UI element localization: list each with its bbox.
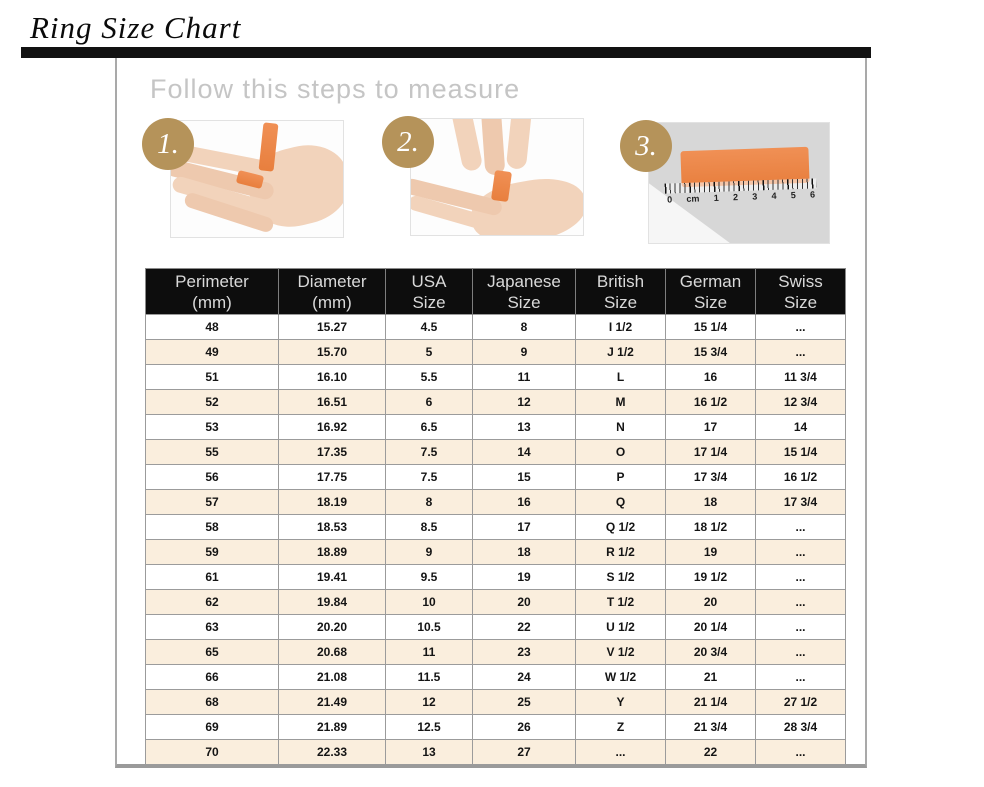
table-cell: N	[576, 415, 666, 440]
table-cell: 53	[146, 415, 279, 440]
content-panel	[115, 58, 867, 768]
table-cell: Q 1/2	[576, 515, 666, 540]
table-cell: 13	[386, 740, 473, 765]
table-cell: ...	[756, 640, 846, 665]
table-cell: 17.75	[279, 465, 386, 490]
table-cell: 9	[473, 340, 576, 365]
table-row	[146, 565, 846, 590]
table-cell: 18.53	[279, 515, 386, 540]
table-cell: 17 3/4	[666, 465, 756, 490]
table-cell: 52	[146, 390, 279, 415]
table-cell: 22	[666, 740, 756, 765]
step-1-photo	[170, 120, 344, 238]
table-cell: P	[576, 465, 666, 490]
table-cell: R 1/2	[576, 540, 666, 565]
table-cell: 11 3/4	[756, 365, 846, 390]
table-cell: 19	[473, 565, 576, 590]
table-cell: 15.27	[279, 315, 386, 340]
step-number-badge: 2.	[382, 116, 434, 168]
table-cell: 10.5	[386, 615, 473, 640]
table-cell: Q	[576, 490, 666, 515]
table-cell: U 1/2	[576, 615, 666, 640]
table-cell: 5.5	[386, 365, 473, 390]
illustration-upper-finger-shape	[451, 118, 484, 172]
table-row	[146, 340, 846, 365]
table-cell: Y	[576, 690, 666, 715]
table-cell: 20	[473, 590, 576, 615]
table-cell: 21	[666, 665, 756, 690]
table-cell: Z	[576, 715, 666, 740]
column-header-line2: Size	[412, 292, 446, 312]
column-header-line2: Size	[507, 292, 541, 312]
table-cell: 8	[386, 490, 473, 515]
table-cell: ...	[756, 615, 846, 640]
table-cell: 20.20	[279, 615, 386, 640]
table-header-row	[146, 269, 846, 315]
table-row	[146, 540, 846, 565]
page-title: Ring Size Chart	[30, 10, 242, 45]
table-cell: 8.5	[386, 515, 473, 540]
table-cell: 65	[146, 640, 279, 665]
table-cell: 18.19	[279, 490, 386, 515]
table-cell: ...	[756, 590, 846, 615]
table-cell: 28 3/4	[756, 715, 846, 740]
table-cell: 12.5	[386, 715, 473, 740]
table-row	[146, 365, 846, 390]
column-header-line1: Perimeter	[175, 271, 249, 291]
table-row	[146, 690, 846, 715]
table-cell: 70	[146, 740, 279, 765]
table-cell: L	[576, 365, 666, 390]
ruler-mark: 4	[771, 190, 777, 201]
column-header-line1: USA	[411, 271, 447, 291]
table-row	[146, 740, 846, 765]
column-header	[756, 269, 846, 315]
ruler-mark: 5	[790, 190, 796, 201]
table-cell: 59	[146, 540, 279, 565]
table-cell: 17.35	[279, 440, 386, 465]
table-cell: O	[576, 440, 666, 465]
ruler-scale	[665, 178, 818, 207]
table-cell: 16	[666, 365, 756, 390]
ruler-mark: 3	[752, 191, 758, 202]
table-cell: 17	[473, 515, 576, 540]
table-cell: 18.89	[279, 540, 386, 565]
table-cell: 7.5	[386, 440, 473, 465]
table-cell: 15.70	[279, 340, 386, 365]
table-cell: 8	[473, 315, 576, 340]
ruler-mark: cm	[686, 193, 700, 204]
table-row	[146, 315, 846, 340]
table-row	[146, 440, 846, 465]
table-row	[146, 615, 846, 640]
table-cell: W 1/2	[576, 665, 666, 690]
table-header-row	[146, 269, 846, 315]
table-cell: I 1/2	[576, 315, 666, 340]
table-row	[146, 665, 846, 690]
table-cell: ...	[576, 740, 666, 765]
table-cell: 22	[473, 615, 576, 640]
table-cell: 17 1/4	[666, 440, 756, 465]
illustration-upper-finger-shape	[481, 118, 506, 176]
table-cell: 7.5	[386, 465, 473, 490]
table-cell: T 1/2	[576, 590, 666, 615]
table-cell: 66	[146, 665, 279, 690]
table-cell: 15 1/4	[666, 315, 756, 340]
table-cell: 58	[146, 515, 279, 540]
table-cell: 21.49	[279, 690, 386, 715]
table-row	[146, 515, 846, 540]
table-cell: 26	[473, 715, 576, 740]
table-cell: S 1/2	[576, 565, 666, 590]
column-header	[473, 269, 576, 315]
table-cell: 20 3/4	[666, 640, 756, 665]
table-cell: 62	[146, 590, 279, 615]
ring-size-table	[145, 268, 846, 765]
table-cell: 6.5	[386, 415, 473, 440]
table-cell: V 1/2	[576, 640, 666, 665]
table-cell: 16 1/2	[666, 390, 756, 415]
table-body	[146, 315, 846, 765]
table-cell: 48	[146, 315, 279, 340]
table-cell: 11.5	[386, 665, 473, 690]
table-cell: 25	[473, 690, 576, 715]
table-cell: 16 1/2	[756, 465, 846, 490]
table-cell: 14	[473, 440, 576, 465]
table-cell: M	[576, 390, 666, 415]
table-cell: 21.08	[279, 665, 386, 690]
table-row	[146, 640, 846, 665]
table-cell: 20.68	[279, 640, 386, 665]
table-cell: ...	[756, 315, 846, 340]
table-cell: 11	[473, 365, 576, 390]
column-header-line1: Swiss	[778, 271, 823, 291]
table-cell: ...	[756, 340, 846, 365]
table-cell: 61	[146, 565, 279, 590]
column-header	[279, 269, 386, 315]
table-cell: 12	[473, 390, 576, 415]
column-header-line2: Size	[783, 292, 818, 312]
column-header	[576, 269, 666, 315]
table-cell: ...	[756, 540, 846, 565]
table-cell: 16	[473, 490, 576, 515]
table-cell: 68	[146, 690, 279, 715]
step-number-badge: 3.	[620, 120, 672, 172]
table-cell: ...	[756, 665, 846, 690]
table-cell: 17	[666, 415, 756, 440]
table-cell: 18	[473, 540, 576, 565]
table-cell: 19.84	[279, 590, 386, 615]
table-cell: 55	[146, 440, 279, 465]
table-cell: ...	[756, 565, 846, 590]
column-header	[146, 269, 279, 315]
table-cell: 18	[666, 490, 756, 515]
ruler-mark: 0	[667, 194, 673, 205]
step-number-badge: 1.	[142, 118, 194, 170]
table-cell: 9.5	[386, 565, 473, 590]
table-row	[146, 715, 846, 740]
ruler-mark: 6	[809, 189, 816, 200]
table-cell: 15 1/4	[756, 440, 846, 465]
step-3-photo	[648, 122, 830, 244]
table-cell: 49	[146, 340, 279, 365]
step-2-photo	[410, 118, 584, 236]
table-cell: 19 1/2	[666, 565, 756, 590]
table-cell: 57	[146, 490, 279, 515]
table-cell: 18 1/2	[666, 515, 756, 540]
table-row	[146, 590, 846, 615]
table-row	[146, 415, 846, 440]
title-divider-bar	[21, 47, 871, 58]
measure-step-2	[382, 114, 612, 249]
steps-heading: Follow this steps to measure	[150, 74, 521, 104]
table-cell: 27	[473, 740, 576, 765]
table-cell: 16.51	[279, 390, 386, 415]
column-header-line1: German	[679, 271, 742, 291]
table-cell: ...	[756, 740, 846, 765]
column-header-line2: Size	[603, 292, 638, 312]
table-cell: 12 3/4	[756, 390, 846, 415]
table-cell: 12	[386, 690, 473, 715]
table-cell: 17 3/4	[756, 490, 846, 515]
table-cell: ...	[756, 515, 846, 540]
table-cell: 16.10	[279, 365, 386, 390]
measure-step-1	[142, 116, 372, 251]
table-cell: 19.41	[279, 565, 386, 590]
table-cell: 14	[756, 415, 846, 440]
column-header-line2: Size	[693, 292, 728, 312]
table-cell: 19	[666, 540, 756, 565]
table-cell: J 1/2	[576, 340, 666, 365]
column-header-line1: British	[596, 271, 645, 291]
table-cell: 15	[473, 465, 576, 490]
table-cell: 5	[386, 340, 473, 365]
table-cell: 10	[386, 590, 473, 615]
table-cell: 22.33	[279, 740, 386, 765]
illustration-upper-finger-shape	[506, 118, 532, 170]
table-cell: 20	[666, 590, 756, 615]
table-cell: 13	[473, 415, 576, 440]
table-row	[146, 490, 846, 515]
table-cell: 69	[146, 715, 279, 740]
column-header-line2: (mm)	[312, 292, 352, 312]
table-cell: 23	[473, 640, 576, 665]
table-cell: 63	[146, 615, 279, 640]
column-header-line1: Japanese	[487, 271, 561, 291]
column-header	[386, 269, 473, 315]
table-cell: 56	[146, 465, 279, 490]
ruler-mark: 2	[732, 192, 739, 203]
table-cell: 27 1/2	[756, 690, 846, 715]
table-cell: 24	[473, 665, 576, 690]
table-cell: 21 3/4	[666, 715, 756, 740]
table-row	[146, 465, 846, 490]
table-cell: 21.89	[279, 715, 386, 740]
measure-step-3	[620, 118, 850, 253]
table-cell: 11	[386, 640, 473, 665]
table-cell: 4.5	[386, 315, 473, 340]
table-cell: 20 1/4	[666, 615, 756, 640]
table-cell: 51	[146, 365, 279, 390]
table-cell: 21 1/4	[666, 690, 756, 715]
table-row	[146, 390, 846, 415]
table-cell: 9	[386, 540, 473, 565]
column-header	[666, 269, 756, 315]
ruler-mark: 1	[713, 192, 719, 203]
table-cell: 16.92	[279, 415, 386, 440]
column-header-line1: Diameter	[297, 271, 367, 291]
table-cell: 15 3/4	[666, 340, 756, 365]
column-header-line2: (mm)	[192, 292, 232, 312]
table-cell: 6	[386, 390, 473, 415]
